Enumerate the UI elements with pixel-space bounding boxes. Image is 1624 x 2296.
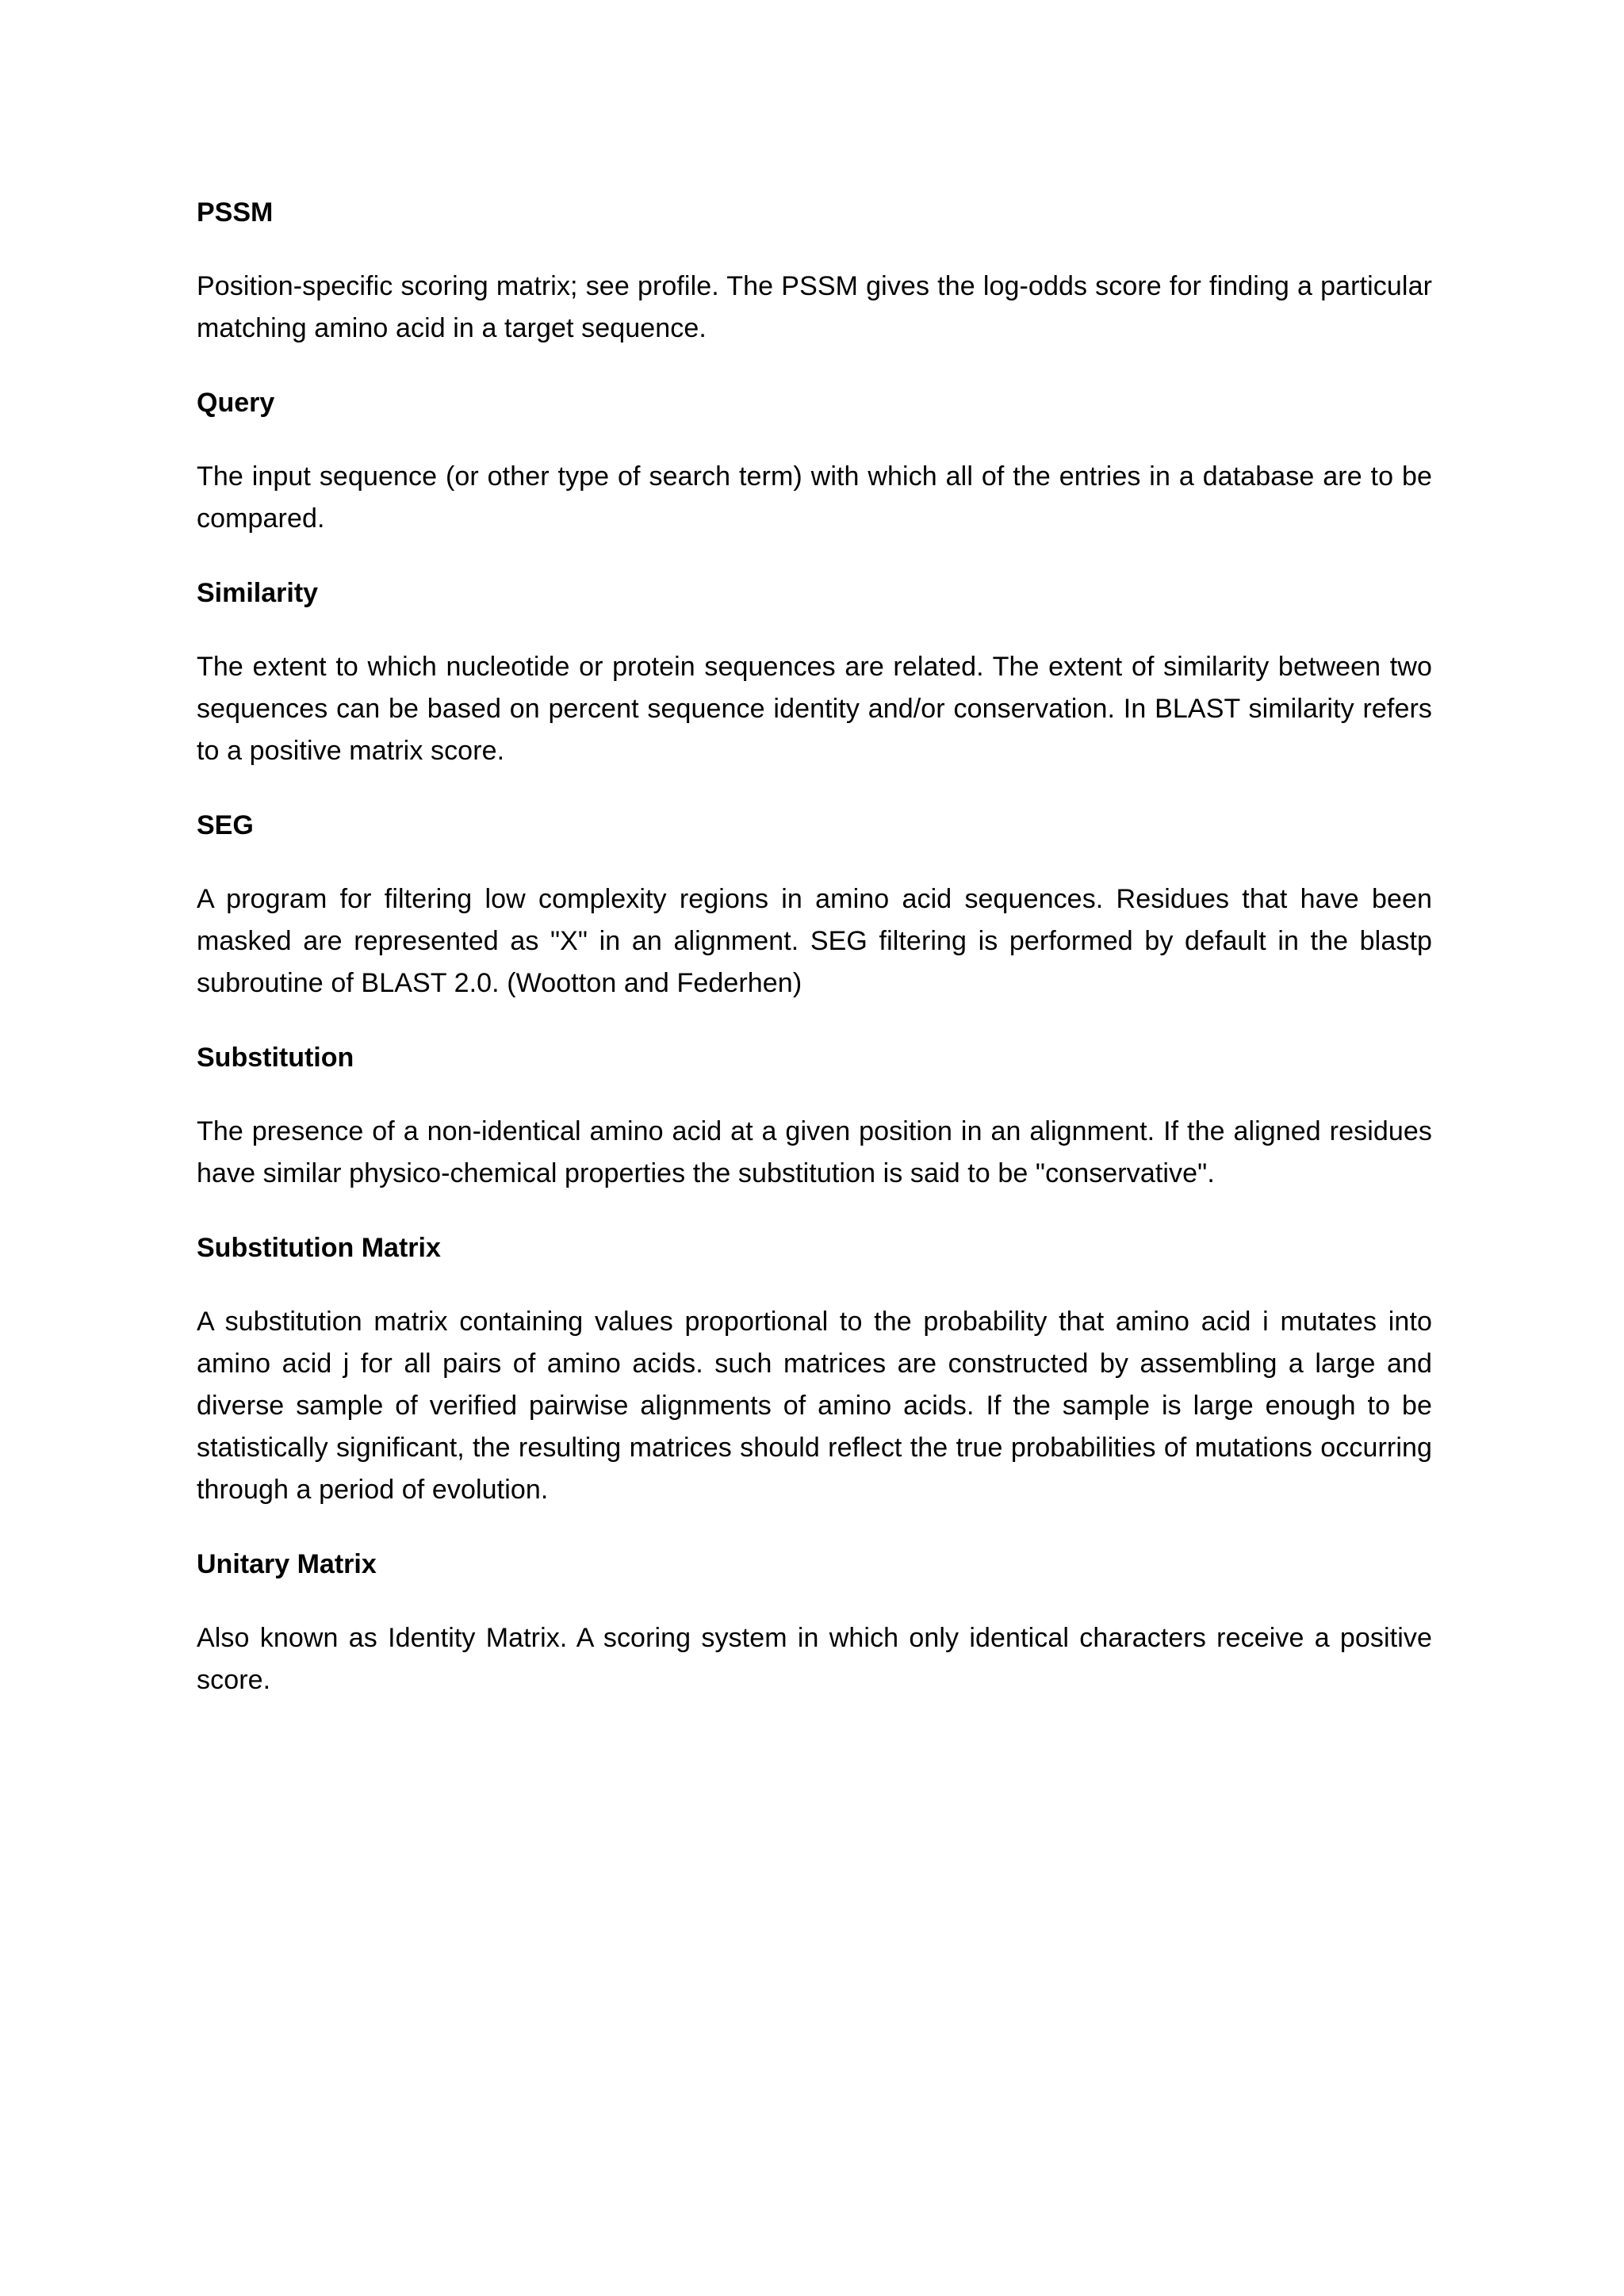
glossary-entry-pssm [197, 197, 1432, 350]
term-definition: Position-specific scoring matrix; see profile. The PSSM gives the log-odds score for finding a particular matching amino acid in a target sequence. [197, 271, 1432, 343]
glossary-entry-substitution-matrix [197, 1232, 1432, 1511]
document-page [197, 197, 1432, 1739]
term-definition: A program for filtering low complexity regions in amino acid sequences. Residues that have been masked are represented as "X" in an alignment. SEG filtering is performed by default in the blastp subroutine of BLAST 2.0. (Wootton and Federhen) [197, 884, 1432, 998]
term-heading: Substitution [197, 1043, 354, 1073]
term-definition: Also known as Identity Matrix. A scoring system in which only identical characters receive a positive score. [197, 1623, 1432, 1695]
glossary-entry-seg [197, 809, 1432, 1004]
glossary-entry-query [197, 387, 1432, 540]
glossary-entry-similarity [197, 577, 1432, 772]
term-definition: The input sequence (or other type of search term) with which all of the entries in a database are to be compared. [197, 461, 1432, 534]
term-heading: PSSM [197, 197, 274, 228]
term-heading: Similarity [197, 578, 319, 608]
term-heading: Query [197, 388, 275, 418]
term-definition: A substitution matrix containing values proportional to the probability that amino acid i mutates into amino acid j for all pairs of amino acids. such matrices are constructed by assembling a large and diverse sample of verified pairwise alignments of amino acids. If the sample is large enough to be statistically significant, the resulting matrices should reflect the true probabilities of mutations occurring through a period of evolution. [197, 1307, 1432, 1505]
term-heading: Unitary Matrix [197, 1549, 377, 1579]
term-definition: The presence of a non-identical amino acid at a given position in an alignment. If the aligned residues have similar physico-chemical properties the substitution is said to be "conservative". [197, 1116, 1432, 1188]
glossary-entry-substitution [197, 1042, 1432, 1195]
glossary-entry-unitary-matrix [197, 1548, 1432, 1701]
term-heading: Substitution Matrix [197, 1233, 441, 1263]
term-heading: SEG [197, 810, 254, 840]
term-definition: The extent to which nucleotide or protein sequences are related. The extent of similarity between two sequences can be based on percent sequence identity and/or conservation. In BLAST similarity refers to a positive matrix score. [197, 652, 1432, 766]
